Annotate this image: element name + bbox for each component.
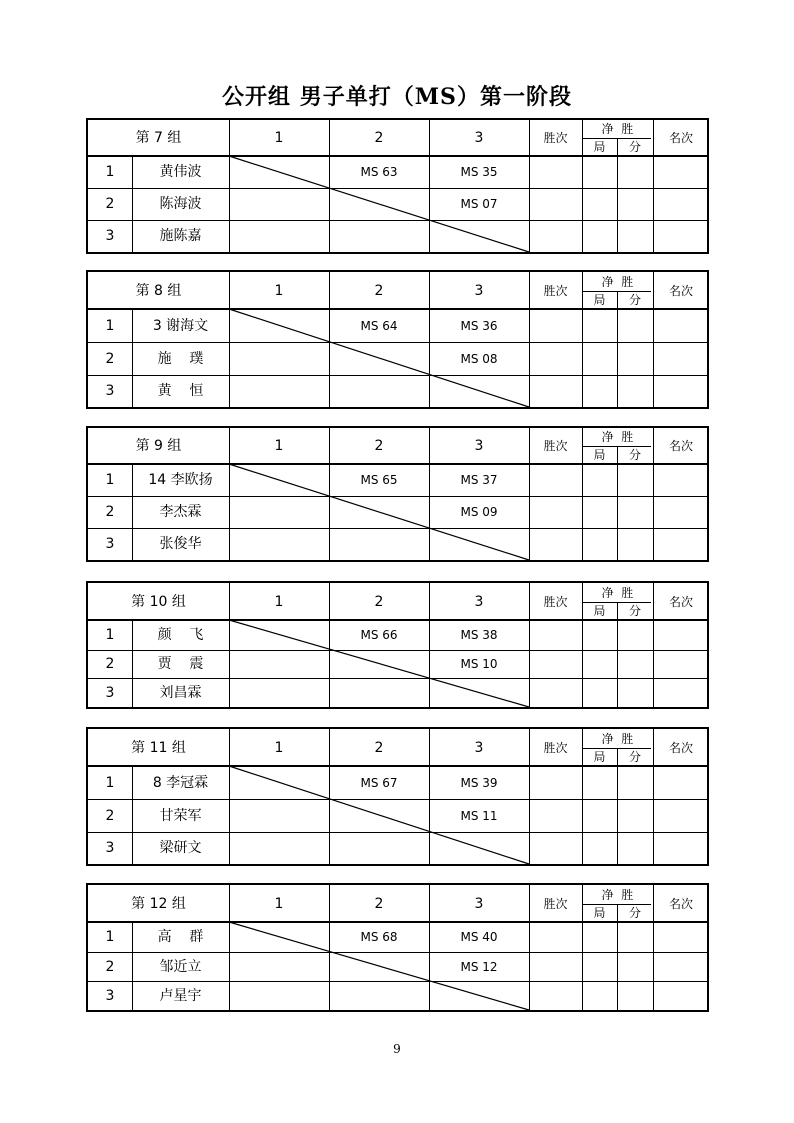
player-name: 8 李冠霖 bbox=[152, 774, 209, 791]
column-header: 3 bbox=[474, 739, 484, 756]
page-title: 公开组 男子单打（MS）第一阶段 bbox=[222, 84, 572, 110]
wins-header: 胜次 bbox=[543, 131, 568, 145]
player-name: 黄 恒 bbox=[157, 383, 204, 399]
wins-header: 胜次 bbox=[543, 740, 568, 755]
seed-number: 2 bbox=[105, 656, 115, 672]
match-code: MS 68 bbox=[360, 930, 398, 944]
match-code: MS 35 bbox=[460, 165, 498, 179]
column-header: 1 bbox=[274, 438, 284, 454]
group-name: 第 7 组 bbox=[135, 130, 182, 146]
match-code: MS 09 bbox=[460, 505, 498, 519]
match-code: MS 11 bbox=[460, 808, 498, 823]
seed-number: 3 bbox=[105, 987, 115, 1004]
player-name: 张俊华 bbox=[159, 536, 202, 552]
diagonal-stroke bbox=[229, 156, 529, 252]
player-name: 梁研文 bbox=[159, 840, 202, 856]
diagonal-stroke bbox=[229, 464, 529, 560]
match-code: MS 10 bbox=[460, 657, 498, 671]
column-header: 2 bbox=[374, 739, 384, 756]
net-points-header: 分 bbox=[628, 750, 641, 764]
diagonal-stroke bbox=[229, 766, 529, 864]
rank-header: 名次 bbox=[668, 283, 693, 298]
seed-number: 2 bbox=[105, 807, 115, 824]
net-header: 净 胜 bbox=[601, 122, 634, 136]
column-header: 3 bbox=[474, 282, 484, 299]
player-name: 施 璞 bbox=[157, 350, 204, 367]
column-header: 2 bbox=[374, 130, 384, 146]
net-header: 净 胜 bbox=[601, 731, 634, 746]
group-table bbox=[86, 270, 709, 409]
wins-header: 胜次 bbox=[543, 439, 568, 453]
seed-number: 1 bbox=[105, 317, 115, 334]
group-table bbox=[86, 883, 709, 1012]
seed-number: 2 bbox=[105, 504, 115, 520]
seed-number: 3 bbox=[105, 536, 115, 552]
net-header: 净 胜 bbox=[601, 274, 634, 289]
group-name: 第 12 组 bbox=[131, 895, 186, 912]
seed-number: 1 bbox=[105, 472, 115, 488]
group-table bbox=[86, 118, 709, 254]
player-name: 3 谢海文 bbox=[152, 317, 209, 334]
column-header: 3 bbox=[474, 895, 484, 912]
seed-number: 2 bbox=[105, 350, 115, 367]
match-code: MS 37 bbox=[460, 473, 498, 487]
column-header: 3 bbox=[474, 593, 484, 610]
group-name: 第 11 组 bbox=[131, 739, 186, 756]
net-games-header: 局 bbox=[593, 604, 606, 618]
player-name: 卢星宇 bbox=[159, 987, 202, 1004]
net-points-header: 分 bbox=[628, 140, 641, 154]
net-points-header: 分 bbox=[628, 906, 641, 920]
group-table bbox=[86, 426, 709, 562]
column-header: 1 bbox=[274, 593, 284, 610]
seed-number: 3 bbox=[105, 228, 115, 244]
player-name: 颜 飞 bbox=[157, 627, 204, 643]
column-header: 2 bbox=[374, 895, 384, 912]
column-header: 2 bbox=[374, 282, 384, 299]
player-name: 14 李欧扬 bbox=[148, 472, 213, 488]
seed-number: 3 bbox=[105, 684, 115, 701]
player-name: 贾 震 bbox=[157, 656, 204, 672]
column-header: 2 bbox=[374, 438, 384, 454]
player-name: 李杰霖 bbox=[159, 504, 202, 520]
match-code: MS 07 bbox=[460, 197, 498, 211]
diagonal-line bbox=[229, 309, 529, 407]
group-name: 第 9 组 bbox=[135, 438, 182, 454]
column-header: 3 bbox=[474, 438, 484, 454]
column-header: 1 bbox=[274, 282, 284, 299]
wins-header: 胜次 bbox=[543, 283, 568, 298]
net-points-header: 分 bbox=[628, 604, 641, 618]
seed-number: 1 bbox=[105, 929, 115, 945]
rank-header: 名次 bbox=[668, 439, 693, 453]
match-code: MS 64 bbox=[360, 318, 398, 333]
player-name: 邹近立 bbox=[159, 958, 202, 975]
match-code: MS 67 bbox=[360, 775, 398, 790]
match-code: MS 38 bbox=[460, 628, 498, 642]
seed-number: 3 bbox=[105, 840, 115, 856]
match-code: MS 63 bbox=[360, 165, 398, 179]
seed-number: 1 bbox=[105, 774, 115, 791]
diagonal-line bbox=[229, 766, 529, 864]
match-code: MS 40 bbox=[460, 930, 498, 944]
column-header: 1 bbox=[274, 895, 284, 912]
net-games-header: 局 bbox=[593, 140, 606, 154]
net-header: 净 胜 bbox=[601, 887, 634, 902]
column-header: 1 bbox=[274, 130, 284, 146]
rank-header: 名次 bbox=[668, 896, 693, 911]
net-games-header: 局 bbox=[593, 750, 606, 764]
player-name: 甘荣军 bbox=[159, 807, 202, 824]
player-name: 高 群 bbox=[157, 929, 204, 945]
match-code: MS 39 bbox=[460, 775, 498, 790]
wins-header: 胜次 bbox=[543, 594, 568, 609]
wins-header: 胜次 bbox=[543, 896, 568, 911]
group-name: 第 10 组 bbox=[131, 593, 186, 610]
match-code: MS 66 bbox=[360, 628, 398, 642]
player-name: 施陈嘉 bbox=[159, 228, 202, 244]
match-code: MS 36 bbox=[460, 318, 498, 333]
match-code: MS 65 bbox=[360, 473, 398, 487]
rank-header: 名次 bbox=[668, 740, 693, 755]
diagonal-stroke bbox=[229, 922, 529, 1010]
group-name: 第 8 组 bbox=[135, 282, 182, 299]
net-points-header: 分 bbox=[628, 448, 641, 462]
column-header: 3 bbox=[474, 130, 484, 146]
column-header: 1 bbox=[274, 739, 284, 756]
group-table bbox=[86, 727, 709, 866]
diagonal-stroke bbox=[229, 620, 529, 707]
net-header: 净 胜 bbox=[601, 430, 634, 444]
net-games-header: 局 bbox=[593, 906, 606, 920]
seed-number: 1 bbox=[105, 164, 115, 180]
seed-number: 2 bbox=[105, 196, 115, 212]
diagonal-stroke bbox=[229, 309, 529, 407]
player-name: 刘昌霖 bbox=[159, 684, 202, 701]
net-header: 净 胜 bbox=[601, 585, 634, 600]
seed-number: 1 bbox=[105, 627, 115, 643]
player-name: 黄伟波 bbox=[159, 164, 202, 180]
rank-header: 名次 bbox=[668, 131, 693, 145]
seed-number: 2 bbox=[105, 958, 115, 975]
diagonal-line bbox=[229, 620, 529, 707]
diagonal-line bbox=[229, 156, 529, 252]
net-games-header: 局 bbox=[593, 293, 606, 307]
match-code: MS 12 bbox=[460, 959, 498, 974]
group-table bbox=[86, 581, 709, 709]
net-games-header: 局 bbox=[593, 448, 606, 462]
rank-header: 名次 bbox=[668, 594, 693, 609]
diagonal-line bbox=[229, 922, 529, 1010]
diagonal-line bbox=[229, 464, 529, 560]
player-name: 陈海波 bbox=[159, 196, 202, 212]
net-points-header: 分 bbox=[628, 293, 641, 307]
column-header: 2 bbox=[374, 593, 384, 610]
page-number: 9 bbox=[393, 1042, 401, 1056]
seed-number: 3 bbox=[105, 383, 115, 399]
match-code: MS 08 bbox=[460, 351, 498, 366]
